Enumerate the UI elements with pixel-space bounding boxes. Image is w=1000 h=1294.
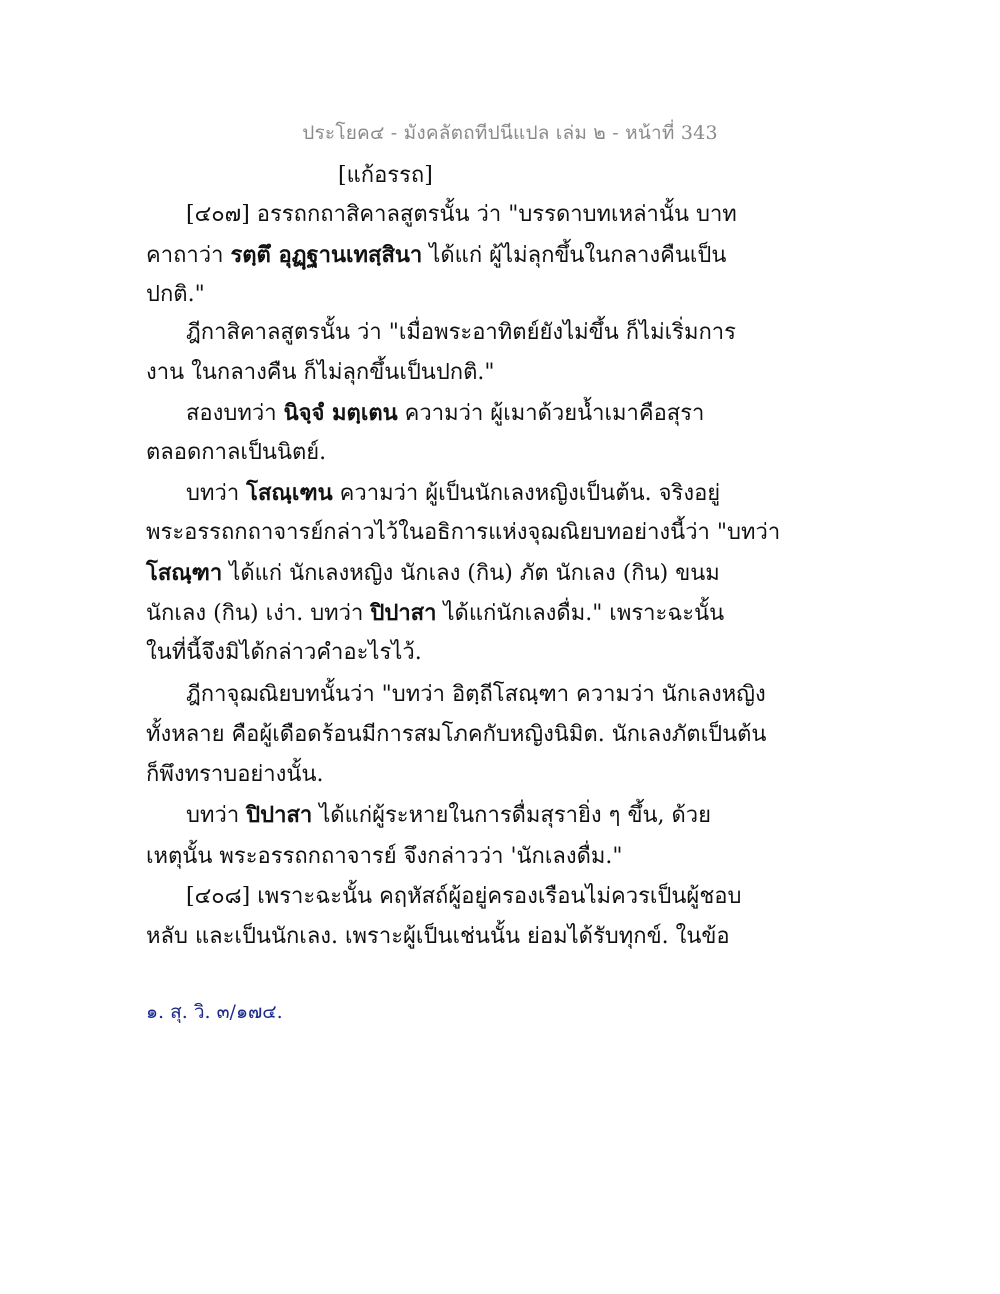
section-heading: [แก้อรรถ] <box>338 163 433 188</box>
text-line <box>146 760 323 790</box>
text-line <box>186 680 766 710</box>
text-line <box>186 318 736 348</box>
text-segment: ทั้งหลาย คือผู้เดือดร้อนมีการสมโภคกับหญิงนิมิต. นักเลงภัตเป็นต้น <box>146 722 767 747</box>
page-header <box>0 118 1000 148</box>
text-segment: ได้แก่ นักเลงหญิง นักเลง (กิน) ภัต นักเลง (กิน) ขนม <box>222 561 720 586</box>
text-segment: พระอรรถกถาจารย์กล่าวไว้ในอธิการแห่งจุฌณิยบทอย่างนี้ว่า "บทว่า <box>146 520 781 545</box>
text-line <box>186 200 737 230</box>
text-segment: ความว่า ผู้เมาด้วยน้ำเมาคือสุรา <box>397 401 705 426</box>
text-segment: ฎีกาสิคาลสูตรนั้น ว่า "เมื่อพระอาทิตย์ยังไม่ขึ้น ก็ไม่เริ่มการ <box>186 320 736 345</box>
text-segment: หลับ และเป็นนักเลง. เพราะผู้เป็นเช่นนั้น ย่อมได้รับทุกข์. ในข้อ <box>146 924 730 949</box>
footnote: ๑. สุ. วิ. ๓/๑๗๔. <box>146 1001 283 1023</box>
text-segment: ในที่นี้จึงมิได้กล่าวคำอะไรไว้. <box>146 640 422 665</box>
text-segment: บทว่า <box>186 481 247 506</box>
running-title: ประโยค๔ - มังคลัตถทีปนีแปล เล่ม ๒ - หน้าที่ 343 <box>302 122 718 144</box>
text-segment: คาถาว่า <box>146 243 231 268</box>
text-segment: [๔๐๗] อรรถกถาสิคาลสูตรนั้น ว่า "บรรดาบทเหล่านั้น บาท <box>186 202 737 227</box>
text-line <box>146 358 495 388</box>
text-line <box>146 280 205 310</box>
pali-term: นิจฺจํ มตฺเตน <box>283 400 398 426</box>
text-line <box>146 638 422 668</box>
text-segment: [๔๐๘] เพราะฉะนั้น คฤหัสถ์ผู้อยู่ครองเรือนไม่ควรเป็นผู้ชอบ <box>186 884 742 909</box>
text-segment: งาน ในกลางคืน ก็ไม่ลุกขึ้นเป็นปกติ." <box>146 360 495 385</box>
text-segment: ได้แก่ผู้ระหายในการดื่มสุรายิ่ง ๆ ขึ้น, ด้วย <box>312 803 712 828</box>
pali-term: รตฺตึ อุฏฺฐานเทสฺสินา <box>230 242 423 268</box>
text-line <box>146 922 730 952</box>
text-line <box>186 478 720 509</box>
text-line <box>146 240 726 271</box>
text-line <box>146 842 623 872</box>
text-line <box>146 518 780 548</box>
text-segment: ความว่า ผู้เป็นนักเลงหญิงเป็นต้น. จริงอยู่ <box>332 481 721 506</box>
text-segment: ฎีกาจุฌณิยบทนั้นว่า "บทว่า อิตฺถีโสณฺฑา ความว่า นักเลงหญิง <box>186 682 766 707</box>
text-segment: ปกติ." <box>146 282 205 307</box>
text-line <box>146 438 326 468</box>
text-segment: ตลอดกาลเป็นนิตย์. <box>146 440 327 465</box>
pali-term: ปิปาสา <box>246 802 313 828</box>
text-line <box>186 882 741 912</box>
text-segment: นักเลง (กิน) เง่า. บทว่า <box>146 601 371 626</box>
text-line <box>146 720 766 750</box>
pali-term: โสณฺฑา <box>146 560 223 586</box>
text-segment: สองบทว่า <box>186 401 284 426</box>
text-segment: ก็พึงทราบอย่างนั้น. <box>146 762 324 787</box>
text-line <box>186 398 704 429</box>
text-segment: เหตุนั้น พระอรรถกถาจารย์ จึงกล่าวว่า 'นักเลงดื่ม." <box>146 844 623 869</box>
text-segment: ได้แก่ ผู้ไม่ลุกขึ้นในกลางคืนเป็น <box>422 243 727 268</box>
text-line <box>186 800 711 831</box>
text-segment: บทว่า <box>186 803 247 828</box>
text-line <box>146 598 724 629</box>
text-line <box>146 558 720 589</box>
pali-term: ปิปาสา <box>370 600 437 626</box>
text-segment: ได้แก่นักเลงดื่ม." เพราะฉะนั้น <box>436 601 725 626</box>
pali-term: โสณฺเฑน <box>246 480 333 506</box>
